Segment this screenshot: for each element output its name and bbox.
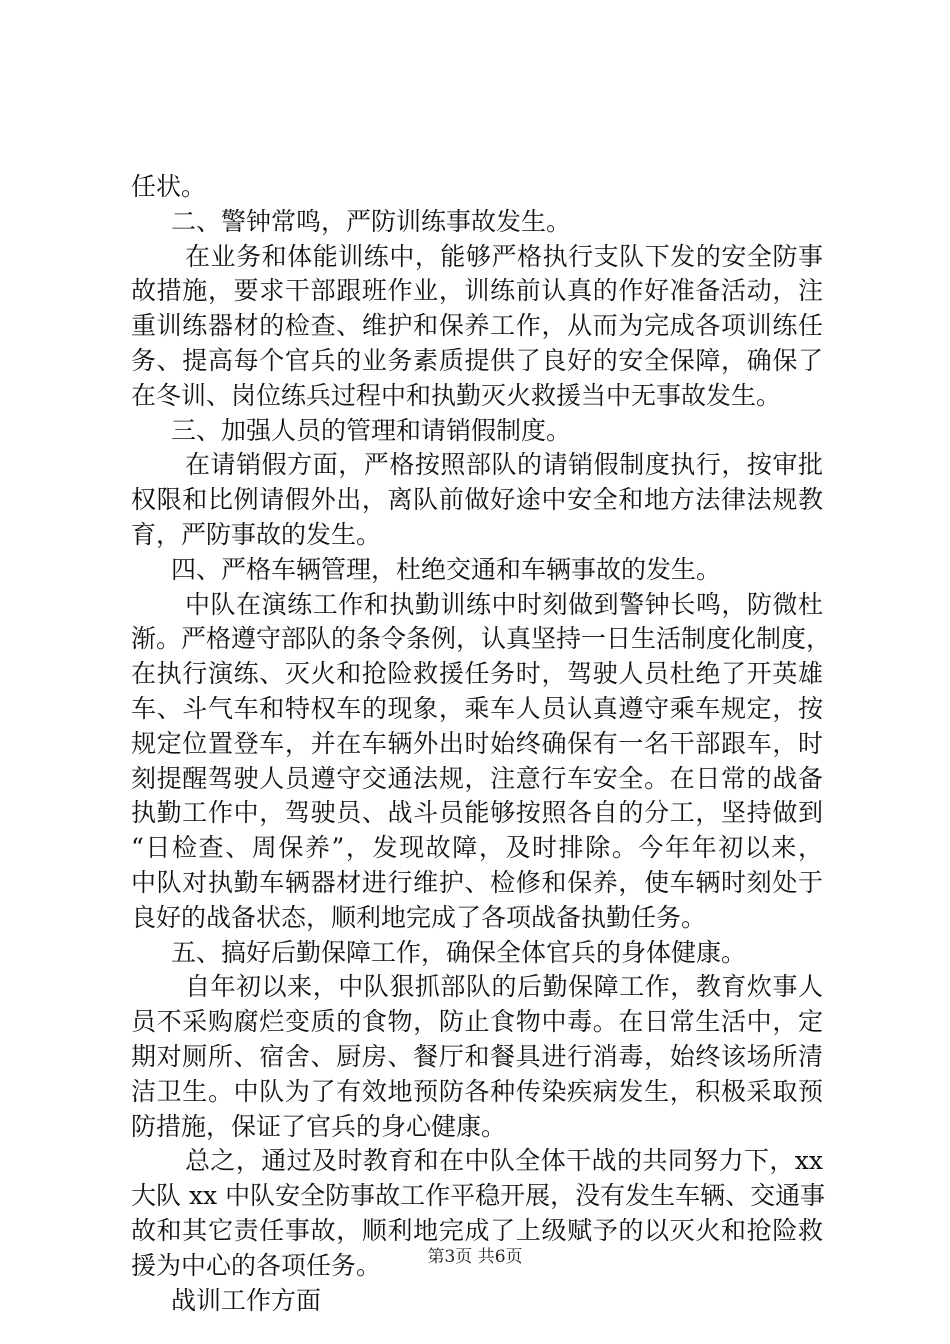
text-line: 中队在演练工作和执勤训练中时刻做到警钟长鸣，防微杜 <box>185 589 823 619</box>
text-line: 刻提醒驾驶人员遵守交通法规，注意行车安全。在日常的战备 <box>131 763 823 793</box>
text-line: 在冬训、岗位练兵过程中和执勤灭火救援当中无事故发生。 <box>131 380 782 410</box>
text-line: “日检查、周保养”，发现故障，及时排除。今年年初以来， <box>131 833 823 863</box>
text-line: 执勤工作中，驾驶员、战斗员能够按照各自的分工，坚持做到 <box>131 798 823 828</box>
text-line: 权限和比例请假外出，离队前做好途中安全和地方法律法规教 <box>131 485 823 515</box>
text-line: 二、警钟常鸣，严防训练事故发生。 <box>171 206 572 236</box>
text-line: 大队 xx 中队安全防事故工作平稳开展，没有发生车辆、交通事 <box>131 1181 826 1211</box>
text-line: 在业务和体能训练中，能够严格执行支队下发的安全防事 <box>185 241 823 271</box>
document-body <box>131 170 832 1318</box>
text-line: 在请销假方面，严格按照部队的请销假制度执行，按审批 <box>185 450 823 480</box>
text-line: 重训练器材的检查、维护和保养工作，从而为完成各项训练任 <box>131 311 823 341</box>
text-line: 育，严防事故的发生。 <box>131 519 382 549</box>
text-line: 故和其它责任事故，顺利地完成了上级赋予的以灭火和抢险救 <box>131 1215 823 1245</box>
text-line: 渐。严格遵守部队的条令条例，认真坚持一日生活制度化制度， <box>131 624 832 654</box>
text-line: 援为中心的各项任务。 <box>131 1250 382 1280</box>
text-line: 故措施，要求干部跟班作业，训练前认真的作好准备活动，注 <box>131 276 823 306</box>
text-line: 务、提高每个官兵的业务素质提供了良好的安全保障，确保了 <box>131 345 823 375</box>
page-footer: 第3页 共6页 <box>427 1247 523 1267</box>
text-line: 中队对执勤车辆器材进行维护、检修和保养，使车辆时刻处于 <box>131 867 823 897</box>
text-line: 五、搞好后勤保障工作，确保全体官兵的身体健康。 <box>171 937 747 967</box>
text-line: 自年初以来，中队狠抓部队的后勤保障工作，教育炊事人 <box>185 972 823 1002</box>
text-line: 总之，通过及时教育和在中队全体干战的共同努力下，xx <box>185 1146 823 1176</box>
text-line: 防措施，保证了官兵的身心健康。 <box>131 1111 507 1141</box>
text-line: 期对厕所、宿舍、厨房、餐厅和餐具进行消毒，始终该场所清 <box>131 1041 823 1071</box>
text-line: 规定位置登车，并在车辆外出时始终确保有一名干部跟车，时 <box>131 728 823 758</box>
text-line: 洁卫生。中队为了有效地预防各种传染疾病发生，积极采取预 <box>131 1076 823 1106</box>
text-line: 在执行演练、灭火和抢险救援任务时，驾驶人员杜绝了开英雄 <box>131 659 823 689</box>
text-line: 良好的战备状态，顺利地完成了各项战备执勤任务。 <box>131 902 707 932</box>
text-line: 三、加强人员的管理和请销假制度。 <box>171 415 572 445</box>
text-line: 四、严格车辆管理，杜绝交通和车辆事故的发生。 <box>171 554 722 584</box>
text-line: 车、斗气车和特权车的现象，乘车人员认真遵守乘车规定，按 <box>131 693 823 723</box>
text-line: 战训工作方面 <box>171 1285 322 1315</box>
text-line: 员不采购腐烂变质的食物，防止食物中毒。在日常生活中，定 <box>131 1007 823 1037</box>
text-line: 任状。 <box>131 172 207 201</box>
